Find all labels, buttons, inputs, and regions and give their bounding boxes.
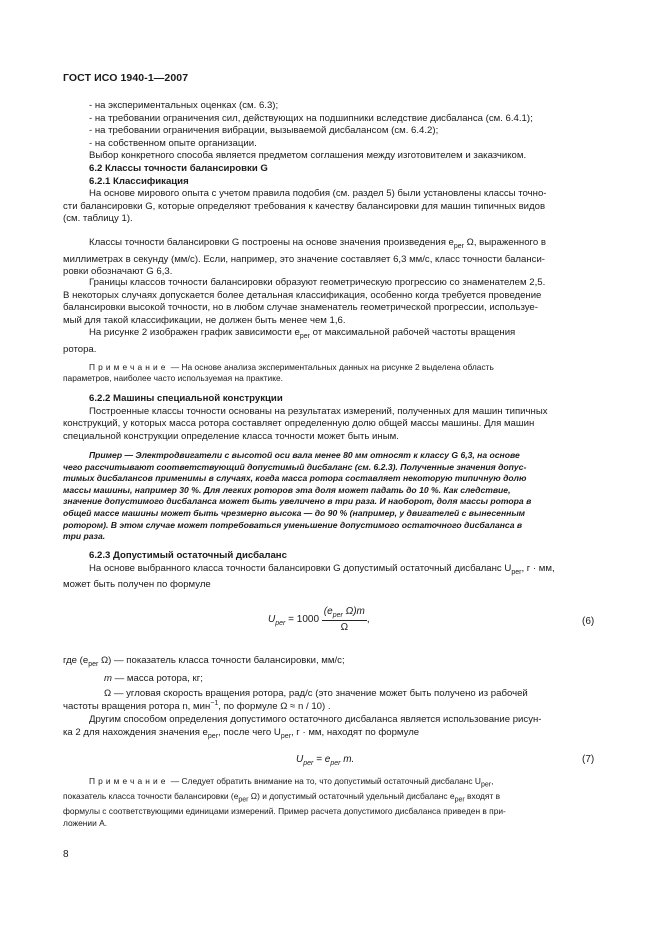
text: Ω) — показатель класса точности балансировки, мм/с; xyxy=(98,655,345,666)
text-block-other-method xyxy=(63,714,598,743)
example-line: значение допустимого дисбаланса может быть увеличено в три раза. И наоборот, доля массы ротора в xyxy=(63,496,532,507)
equation-number: (6) xyxy=(582,616,595,627)
text: (e xyxy=(323,606,333,617)
section-heading: 6.2 Классы точности балансировки G xyxy=(89,162,268,174)
example-line: массы машины, например 30 %. Для легких роторов эта доля может падать до 10 %. Как следствие, xyxy=(63,484,511,495)
subscript: per xyxy=(88,660,99,668)
paragraph-line: миллиметрах в секунду (мм/с). Если, например, это значение составляет 6,3 мм/с, класс точности баланси- xyxy=(63,253,546,265)
text: — Следует обратить внимание на то, что допустимый остаточный дисбаланс U xyxy=(168,776,481,786)
subscript: per xyxy=(453,242,465,250)
equation-number: (7) xyxy=(582,754,595,765)
paragraph-line: Построенные классы точности основаны на результатах измерений, полученных для машин типичных xyxy=(89,405,548,417)
paragraph-line: конструкций, у которых масса ротора составляет определенную долю общей массы машины. Для машин xyxy=(63,418,535,430)
paragraph-line: специальной конструкции определение класса точности может быть иным. xyxy=(63,430,399,442)
list-item: - на экспериментальных оценках (см. 6.3); xyxy=(89,100,279,111)
text: Ω, выраженного в xyxy=(464,237,546,248)
text: , г · мм, xyxy=(521,562,555,574)
paragraph-line: мый для такой классификации, не должен быть менее чем 1,6. xyxy=(63,314,346,326)
equation-7 xyxy=(296,754,354,767)
eq-text: = 1000 xyxy=(285,614,320,626)
list-item: - на требовании ограничения сил, действующих на подшипники вследствие дисбаланса (см. 6.4.1); xyxy=(89,112,533,124)
text-block-intro xyxy=(63,100,598,226)
subscript: per xyxy=(480,781,492,789)
denominator: Ω xyxy=(340,622,349,633)
subscript: per xyxy=(238,796,249,804)
subscript: per xyxy=(280,732,291,740)
eq-symbol: U xyxy=(268,614,276,626)
note-line: параметров, наиболее часто используемая на практике. xyxy=(63,373,283,384)
subscript: per xyxy=(275,620,286,628)
note-line: формулы с соответствующими единицами измерений. Пример расчета допустимого дисбаланса приведен в при- xyxy=(63,806,506,817)
paragraph-line: ровки обозначают G 6,3. xyxy=(63,266,173,278)
paragraph-line: Границы классов точности балансировки образуют геометрическую прогрессию со знаменателем 2,5. xyxy=(89,277,546,288)
text: Классы точности балансировки G построены на основе значения произведения e xyxy=(89,237,454,248)
subscript: per xyxy=(303,760,314,767)
text: — масса ротора, кг; xyxy=(112,673,203,684)
paragraph-line: (см. таблицу 1). xyxy=(63,213,133,225)
eq-symbol: U xyxy=(296,754,304,765)
text: от максимальной рабочей частоты вращения xyxy=(309,327,516,339)
text: , по формуле Ω ≈ n / 10) . xyxy=(218,701,331,713)
subscript: per xyxy=(299,333,310,341)
paragraph: Выбор конкретного способа является предметом соглашения между изготовителем и заказчиком. xyxy=(89,150,527,162)
text: — угловая скорость вращения ротора, рад/с (это значение может быть получено из рабочей xyxy=(111,688,528,699)
text: Ω) и допустимый остаточный удельный дисбаланс e xyxy=(248,791,455,802)
paragraph-line: может быть получен по формуле xyxy=(63,579,211,591)
eq-text: , xyxy=(366,614,370,626)
subscript: per xyxy=(454,796,465,804)
text: , после чего U xyxy=(218,726,281,738)
paragraph-line xyxy=(63,563,598,580)
paragraph-line: балансировки высокой точности, но в любом случае знаменатель геометрической прогрессии, используе- xyxy=(63,302,538,314)
eq-text: m. xyxy=(340,754,355,765)
text-block-progression xyxy=(63,277,598,356)
example-line: чего рассчитывают соответствующий допустимый дисбаланс (см. 6.2.3). Полученные значения допус- xyxy=(63,461,527,472)
note-line xyxy=(63,776,598,791)
superscript: −1 xyxy=(210,700,219,707)
text: показатель класса точности балансировки (e xyxy=(63,791,239,802)
paragraph-line: сти балансировки G, которые определяют требования к качеству балансировки для машин типичных видов xyxy=(63,200,546,212)
eq-text: = e xyxy=(313,754,331,765)
text: , г · мм, находят по формуле xyxy=(290,726,420,738)
text: Ω)m xyxy=(342,606,365,617)
example-line: тимых дисбалансов применимы в случаях, когда масса ротора составляет некоторую типичную долю xyxy=(63,473,527,484)
example-line: три раза. xyxy=(63,531,106,542)
text-block-classes xyxy=(63,237,598,279)
note-line xyxy=(63,791,598,806)
text: где (e xyxy=(63,655,89,666)
text: На основе выбранного класса точности балансировки G допустимый остаточный дисбаланс U xyxy=(89,562,512,574)
where-line xyxy=(63,700,331,712)
note-2 xyxy=(63,776,598,829)
paragraph-line: На основе мирового опыта с учетом правила подобия (см. раздел 5) были установлены классы точно- xyxy=(89,188,547,200)
text-block-special xyxy=(63,393,598,443)
fraction xyxy=(322,606,367,633)
paragraph-line xyxy=(63,237,598,254)
example-block xyxy=(63,450,598,543)
paragraph-line: ротора. xyxy=(63,343,97,355)
symbol: m xyxy=(104,673,112,684)
list-item: - на требовании ограничения вибрации, вызываемой дисбалансом (см. 6.4.2); xyxy=(89,125,439,137)
note-label: Примечание xyxy=(89,776,169,786)
page-number: 8 xyxy=(63,849,69,860)
text: частоты вращения ротора n, мин xyxy=(63,701,211,713)
document-header: ГОСТ ИСО 1940-1—2007 xyxy=(63,72,189,84)
equation-6 xyxy=(268,606,370,633)
text: ка 2 для нахождения значения e xyxy=(63,726,208,738)
subscript: per xyxy=(207,732,219,740)
paragraph-line: Другим способом определения допустимого остаточного дисбаланса является использование рисун- xyxy=(89,714,542,725)
subsection-heading: 6.2.3 Допустимый остаточный дисбаланс xyxy=(89,550,287,561)
subsection-heading: 6.2.1 Классификация xyxy=(89,175,189,187)
note-1 xyxy=(63,362,598,385)
where-line xyxy=(104,673,203,684)
note-label: Примечание xyxy=(89,362,169,372)
list-item: - на собственном опыте организации. xyxy=(89,137,257,149)
text: — На основе анализа экспериментальных данных на рисунке 2 выделена область xyxy=(168,362,494,372)
note-line xyxy=(63,362,598,373)
paragraph-line xyxy=(63,727,598,744)
text: входят в xyxy=(464,791,501,802)
text: На рисунке 2 изображен график зависимости e xyxy=(89,327,300,339)
text: , xyxy=(491,776,494,786)
subscript: per xyxy=(332,612,343,619)
note-line: ложении А. xyxy=(63,817,108,828)
symbol: Ω xyxy=(104,688,112,699)
subsection-heading: 6.2.2 Машины специальной конструкции xyxy=(89,393,283,404)
subscript: per xyxy=(330,760,341,767)
text-block-residual xyxy=(63,550,598,592)
where-line xyxy=(63,655,345,668)
example-line: ротором). В этом случае может потребоваться уменьшение допустимого остаточного дисбаланса в xyxy=(63,519,523,530)
paragraph-line: В некоторых случаях допускается более детальная классификация, особенно когда требуется проведение xyxy=(63,289,542,301)
numerator xyxy=(322,606,367,621)
paragraph-line xyxy=(63,327,598,344)
example-line: Пример — Электродвигатели с высотой оси вала менее 80 мм относят к классу G 6,3, на основе xyxy=(89,450,520,460)
example-line: общей массе машины может быть чрезмерно высока — до 90 % (например, у двигателей с вынесенным xyxy=(63,507,526,518)
where-line xyxy=(104,688,528,699)
subscript: per xyxy=(511,568,522,576)
